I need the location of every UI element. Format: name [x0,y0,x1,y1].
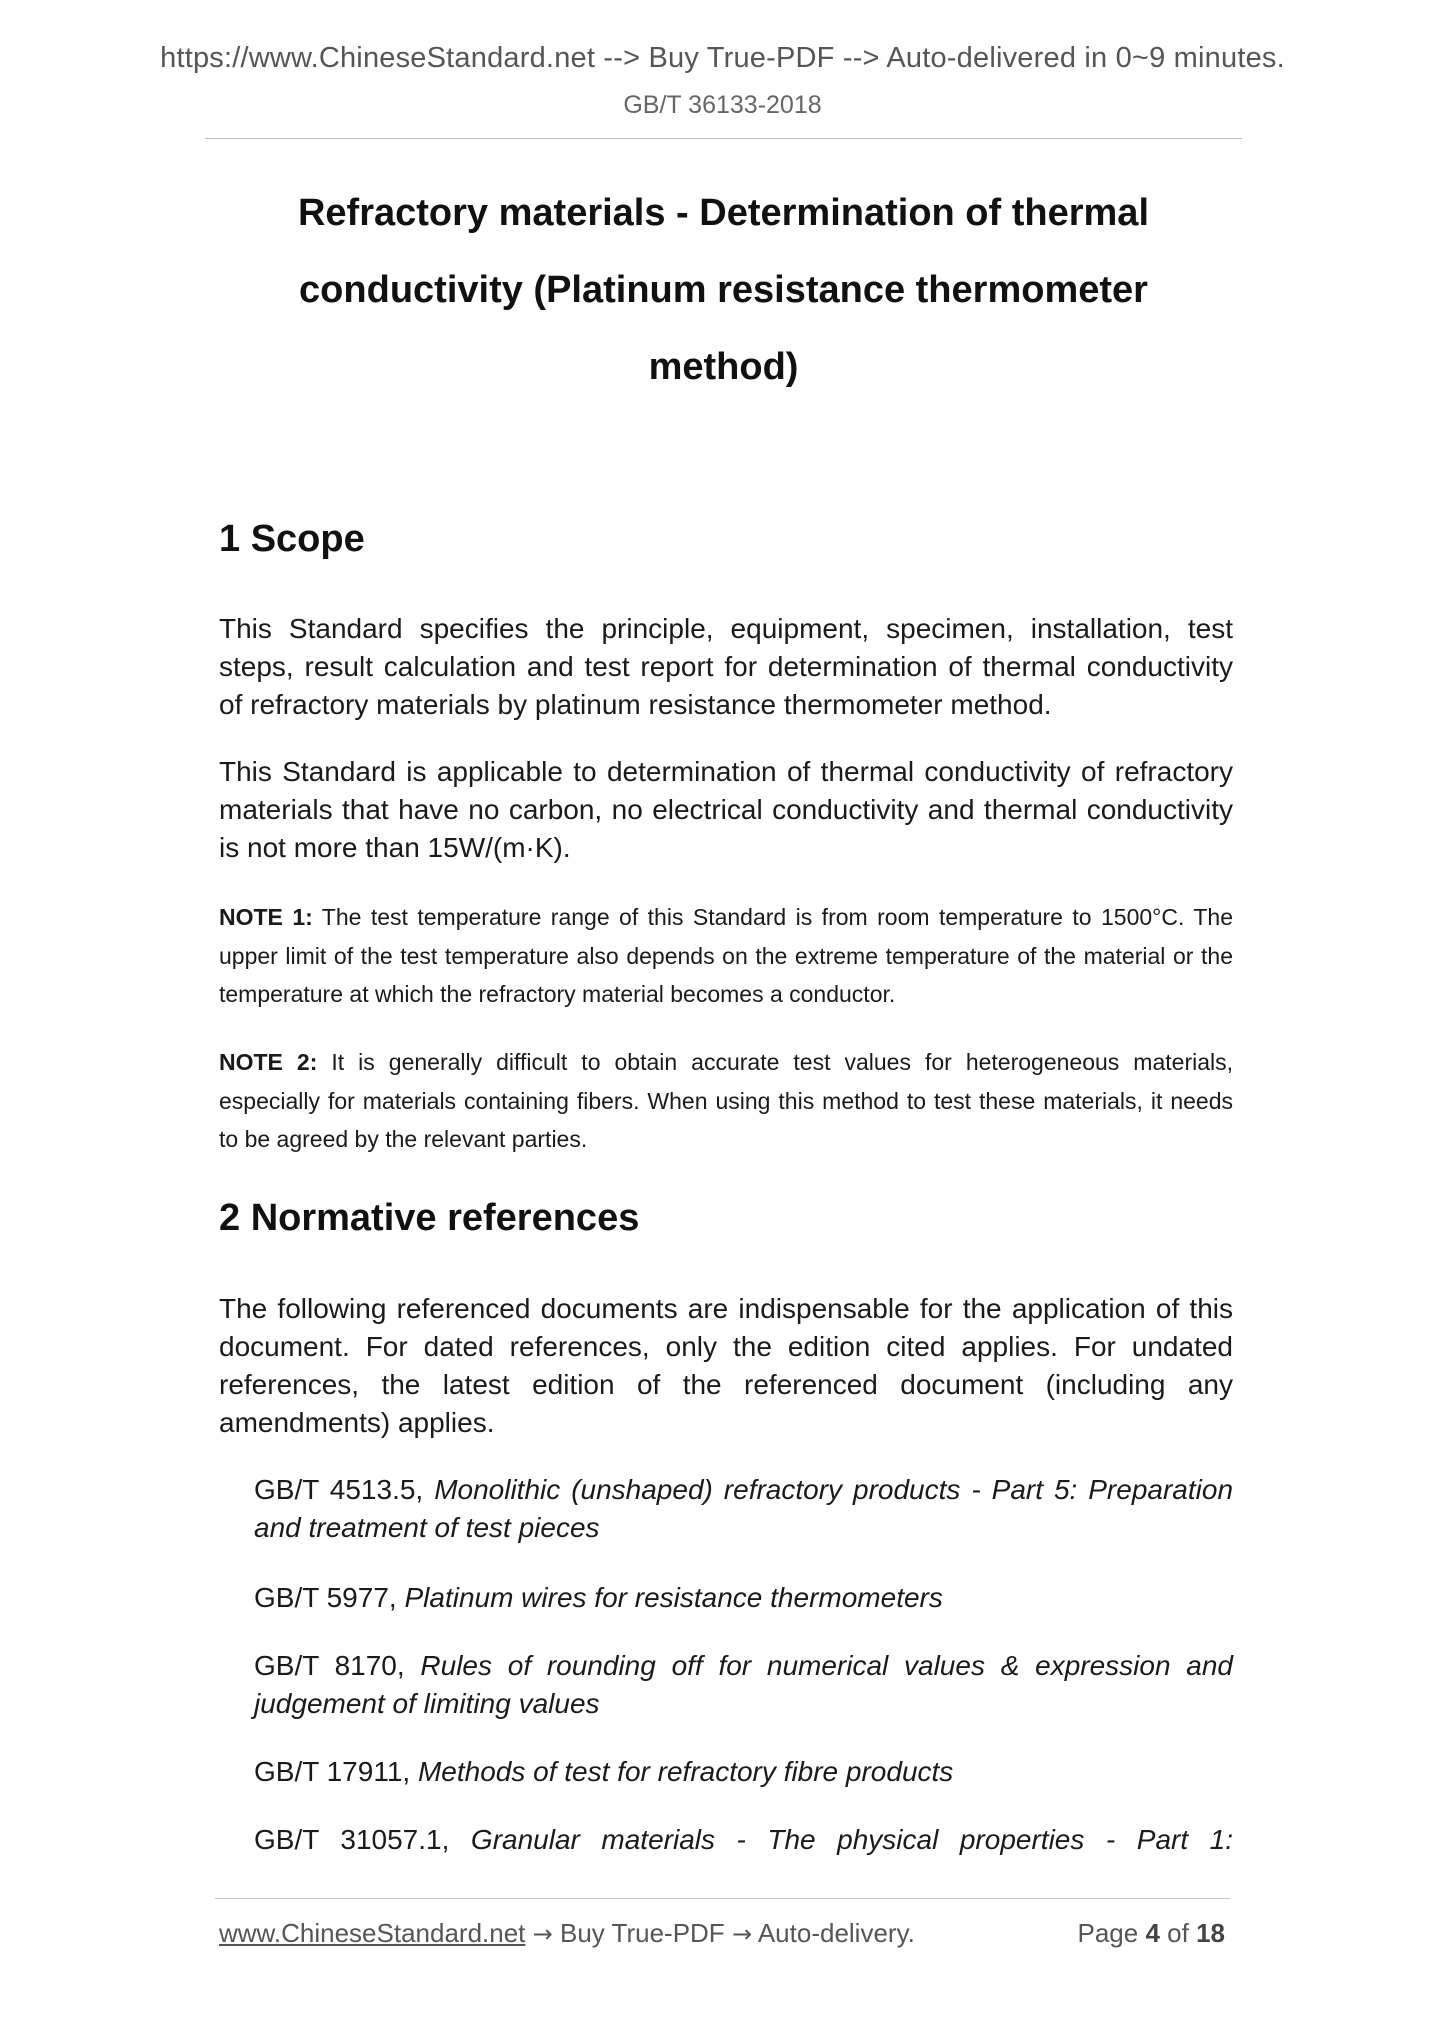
page-number: 4 [1145,1918,1160,1948]
header-divider [205,138,1242,139]
scope-paragraph-1: This Standard specifies the principle, equipment, specimen, installation, test steps, result calculation and test report for determination of thermal conductivity of refractory materials by platinum resistance thermometer method. [219,613,1233,720]
top-banner: https://www.ChineseStandard.net --> Buy True-PDF --> Auto-delivered in 0~9 minutes. [160,42,1285,74]
arrow-right-icon: → [731,1920,753,1948]
reference-item [254,1579,1233,1617]
document-title: Refractory materials - Determination of thermal conductivity (Platinum resistance thermometer method) [297,192,1149,388]
page-label: Page [1077,1918,1139,1948]
reference-code: GB/T 31057.1, [254,1824,450,1855]
normative-references-paragraph: The following referenced documents are indispensable for the application of this document. For dated references, only the edition cited applies. For undated references, the latest edition of the referenced document (including any amendments) applies. [219,1293,1233,1438]
of-label: of [1167,1918,1189,1948]
reference-title: Monolithic (unshaped) refractory products - Part 5: Preparation and treatment of test pieces [254,1474,1234,1543]
arrow-right-icon: → [532,1920,553,1948]
scope-paragraph-2: This Standard is applicable to determination of thermal conductivity of refractory materials that have no carbon, no electrical conductivity and thermal conductivity is not more than 15W/(m·K). [219,756,1233,863]
footer-site-link[interactable]: www.ChineseStandard.net [219,1918,526,1948]
section-heading-scope: 1 Scope [219,518,365,560]
reference-code: GB/T 5977, [254,1582,397,1613]
note-2 [219,1043,1233,1159]
note-2-label: NOTE 2: [219,1049,318,1075]
document-code: GB/T 36133-2018 [623,91,822,119]
reference-item [254,1647,1233,1723]
reference-code: GB/T 4513.5, [254,1474,424,1505]
page-indicator [1077,1918,1225,1949]
section-heading-normative-references: 2 Normative references [219,1197,640,1239]
footer-buy-text: Buy True-PDF [559,1918,725,1948]
footer-left [219,1918,915,1949]
reference-title: Rules of rounding off for numerical values & expression and judgement of limiting values [254,1650,1233,1719]
reference-item [254,1753,1233,1791]
note-1-label: NOTE 1: [219,904,313,930]
note-1-text: The test temperature range of this Standard is from room temperature to 1500°C. The upper limit of the test temperature also depends on the extreme temperature of the material or the temperature at which the refractory material becomes a conductor. [219,904,1233,1007]
total-pages: 18 [1196,1918,1225,1948]
reference-item [254,1471,1233,1547]
reference-title: Granular materials - The physical properties - Part 1: [470,1824,1234,1855]
reference-item [254,1821,1233,1859]
note-2-text: It is generally difficult to obtain accurate test values for heterogeneous materials, especially for materials containing fibers. When using this method to test these materials, it needs to be agreed by the relevant parties. [219,1049,1233,1152]
note-1 [219,898,1233,1014]
reference-code: GB/T 8170, [254,1650,405,1681]
reference-title: Platinum wires for resistance thermometers [404,1582,943,1613]
reference-title: Methods of test for refractory fibre products [417,1756,954,1787]
footer-delivery-text: Auto-delivery. [757,1918,915,1948]
footer-divider [215,1898,1230,1899]
reference-code: GB/T 17911, [254,1756,411,1787]
